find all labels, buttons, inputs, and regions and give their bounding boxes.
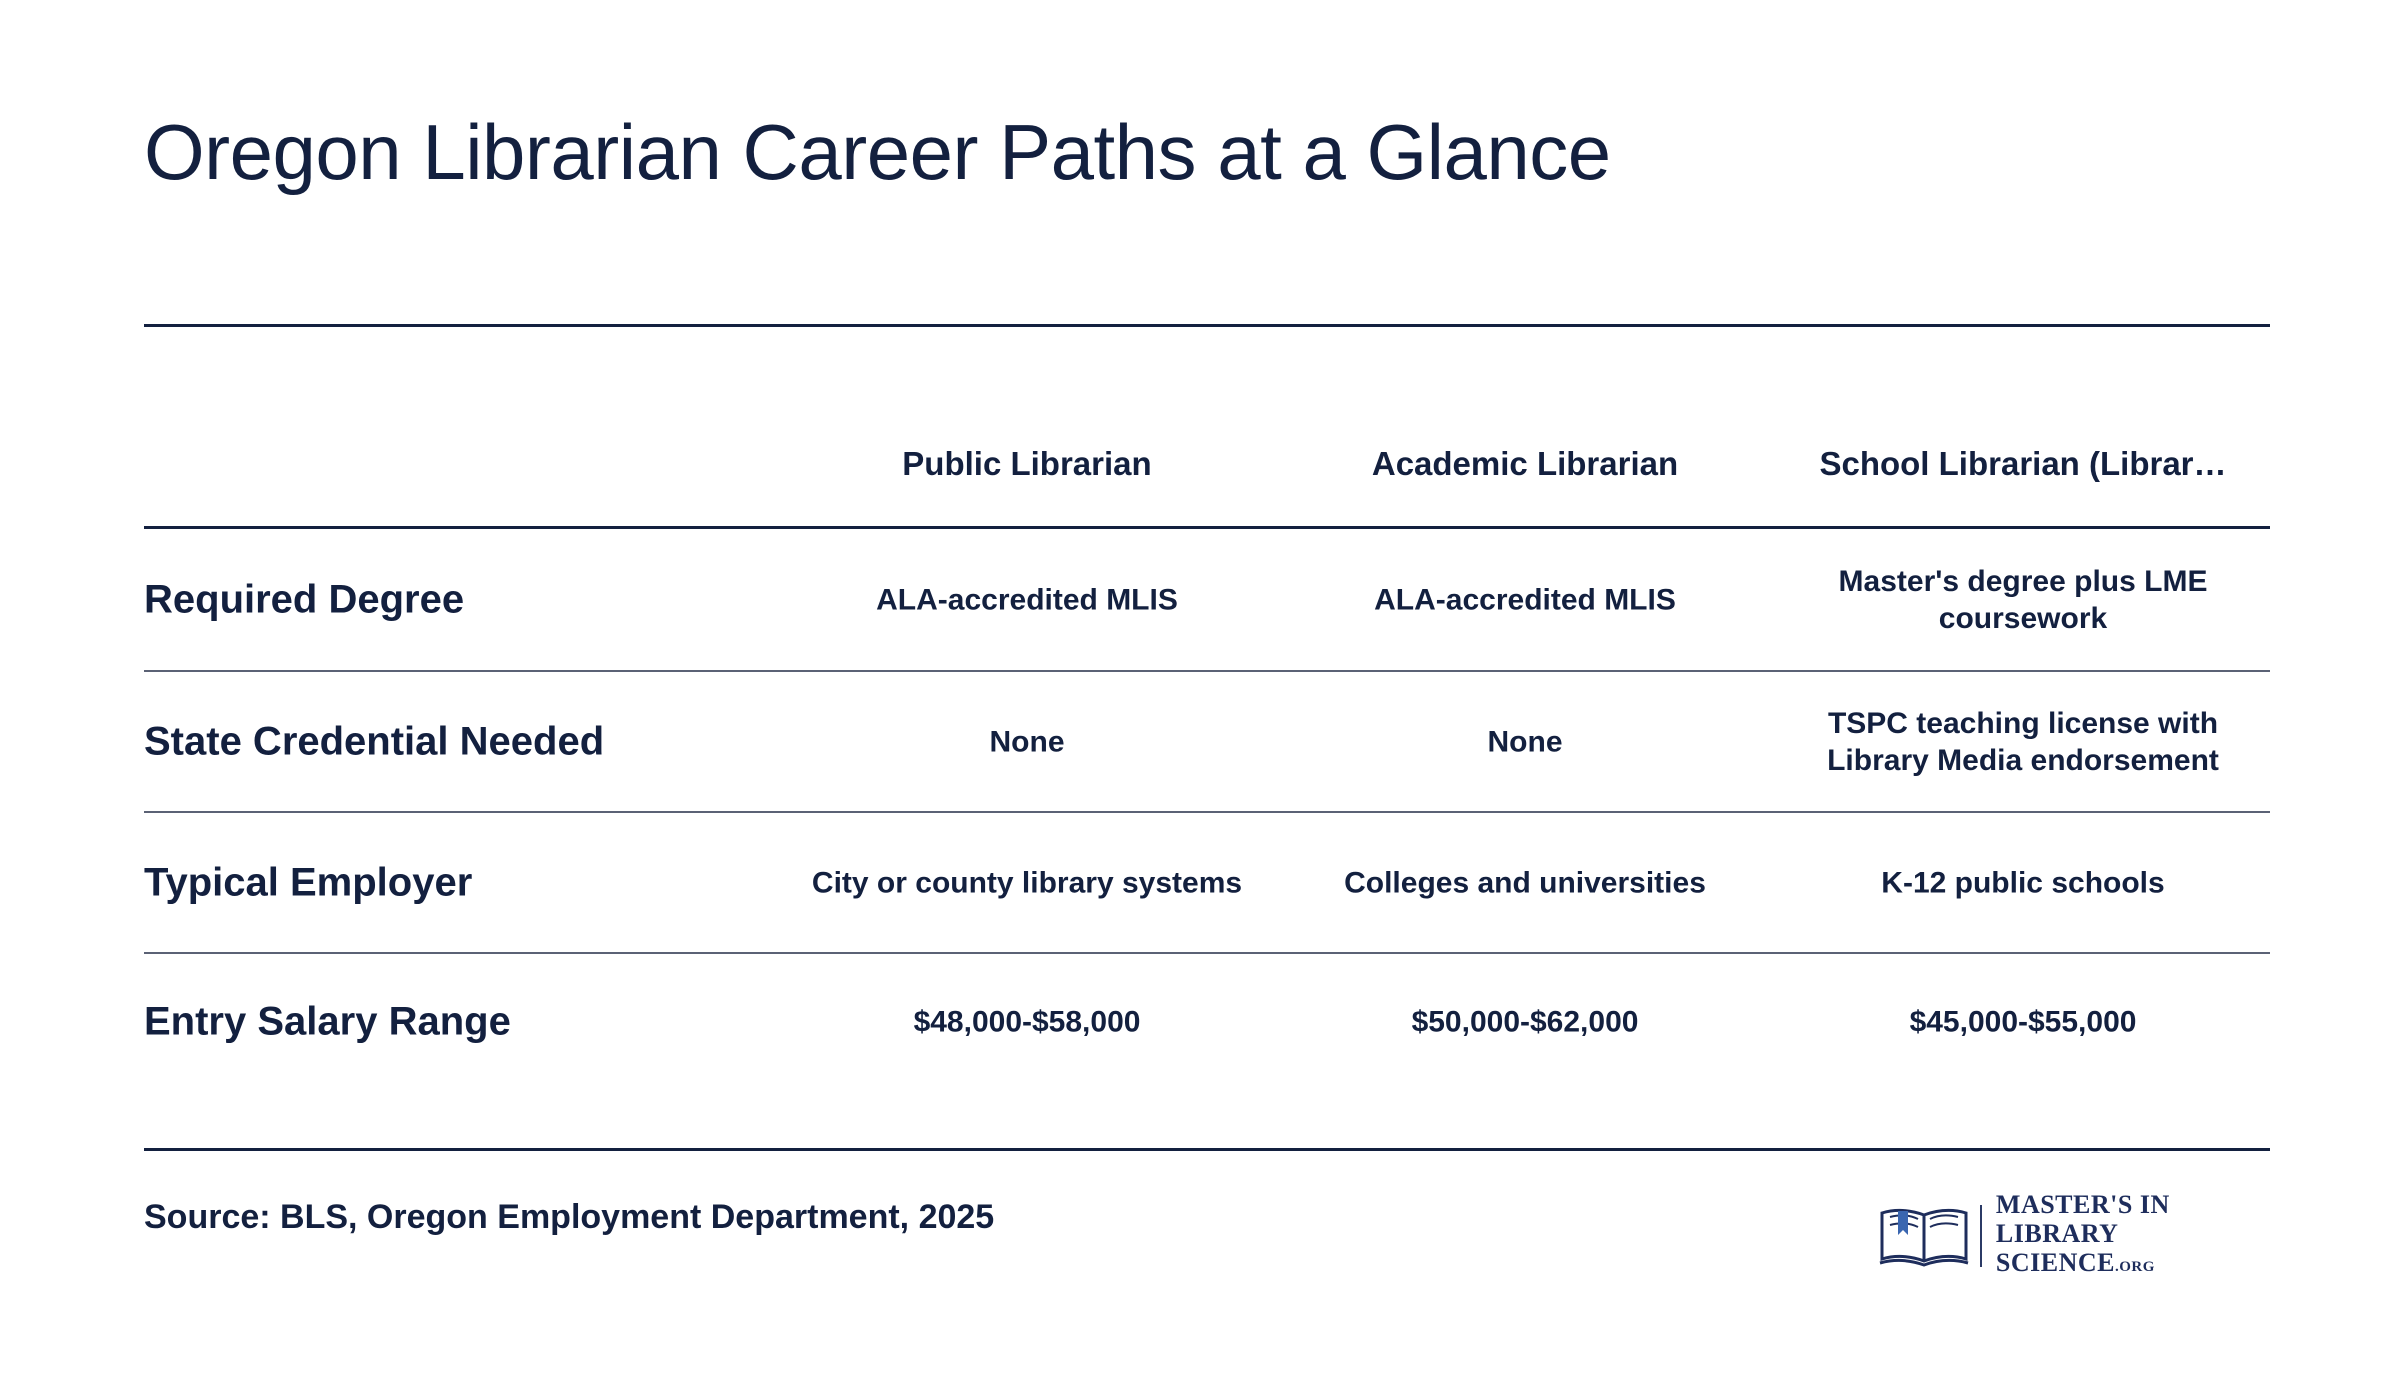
- table-cell: $48,000-$58,000: [913, 1005, 1141, 1039]
- table-cell: None: [1487, 725, 1563, 759]
- column-header-school: School Librarian (Librar…: [1819, 445, 2227, 482]
- table-cell: $50,000-$62,000: [1411, 1005, 1639, 1039]
- row-divider: [144, 811, 2270, 813]
- table-cell: None: [989, 725, 1065, 759]
- open-book-icon: [1878, 1205, 1970, 1267]
- row-label-state-credential: State Credential Needed: [144, 719, 605, 764]
- row-label-required-degree: Required Degree: [144, 577, 465, 622]
- logo-line-1: MASTER'S IN: [1995, 1190, 2170, 1219]
- logo-wordmark: [1996, 1190, 2270, 1282]
- table-cell: K-12 public schools: [1881, 866, 2165, 900]
- table-cell: City or county library systems: [811, 866, 1243, 900]
- row-divider: [144, 952, 2270, 954]
- site-logo: [1878, 1186, 2270, 1286]
- source-note: Source: BLS, Oregon Employment Department, 2025: [144, 1198, 995, 1236]
- table-cell: ALA-accredited MLIS: [876, 583, 1178, 617]
- header-divider: [144, 526, 2270, 529]
- row-label-typical-employer: Typical Employer: [144, 860, 473, 905]
- column-header-academic: Academic Librarian: [1371, 445, 1679, 482]
- page-title: Oregon Librarian Career Paths at a Glance: [144, 108, 1611, 196]
- table-cell: ALA-accredited MLIS: [1374, 583, 1676, 617]
- table-cell: Master's degree plus LME coursework: [1838, 565, 2208, 635]
- bottom-divider: [144, 1148, 2270, 1151]
- table-cell: TSPC teaching license with Library Media endorsement: [1827, 707, 2219, 777]
- column-header-public: Public Librarian: [902, 445, 1152, 482]
- logo-divider: [1980, 1205, 1982, 1267]
- logo-line-2: LIBRARY SCIENCE: [1995, 1219, 2118, 1277]
- row-label-entry-salary: Entry Salary Range: [144, 999, 511, 1044]
- table-cell: $45,000-$55,000: [1909, 1005, 2137, 1039]
- row-divider: [144, 670, 2270, 672]
- top-divider: [144, 324, 2270, 327]
- logo-suffix: .ORG: [2115, 1259, 2155, 1275]
- table-cell: Colleges and universities: [1344, 866, 1706, 900]
